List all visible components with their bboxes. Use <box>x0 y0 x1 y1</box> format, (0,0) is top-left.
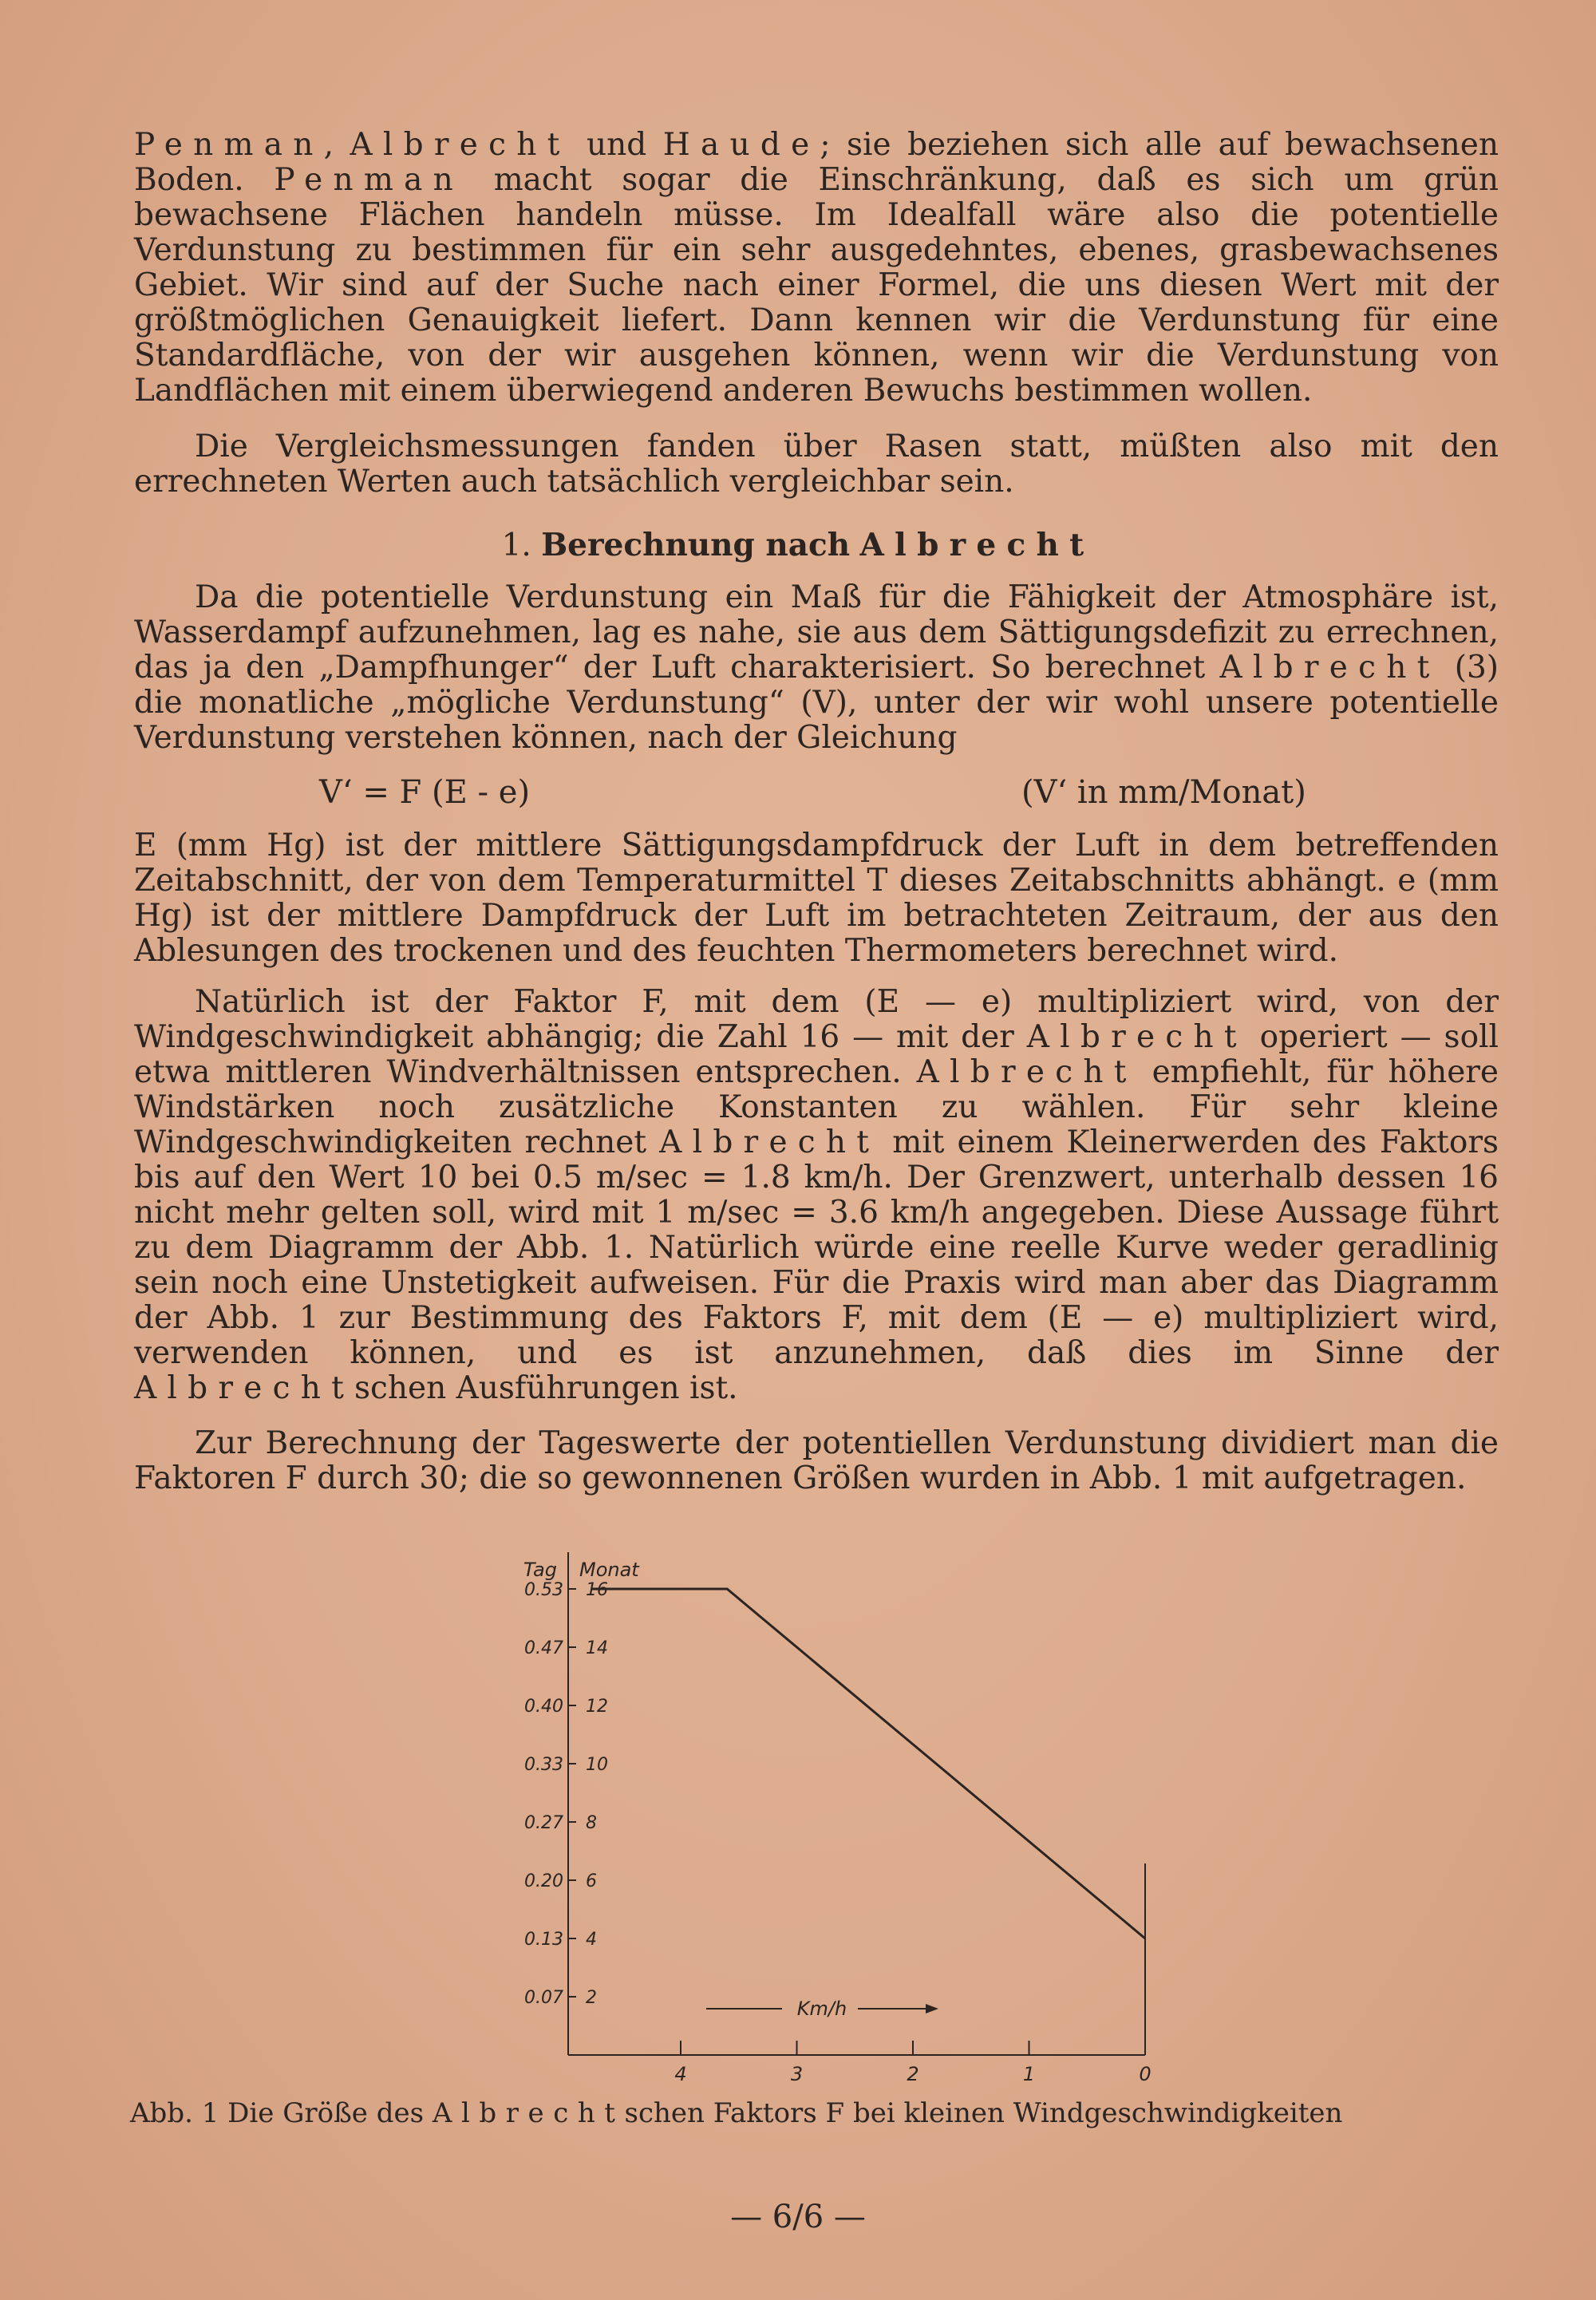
para5-text-e: schen Ausführungen ist. <box>354 1370 738 1406</box>
para6-text: Zur Berechnung der Tageswerte der potentiellen Verdunstung dividiert man die Faktoren F durch 30; die so gewonnenen Größen wurden in Abb. 1 mit aufgetragen. <box>134 1425 1499 1496</box>
y-tick-label-tag: 0.20 <box>524 1871 563 1891</box>
para2-text: Die Vergleichsmessungen fanden über Rasen statt, müßten also mit den errechneten Werten auch tatsächlich vergleichbar sein. <box>134 429 1499 500</box>
x-tick-label: 4 <box>674 2063 687 2085</box>
caption-text-a: Abb. 1 Die Größe des <box>130 2097 433 2129</box>
para5-text-a: Natürlich ist der Faktor F, mit dem (E — e) multipliziert wird, von der Windgeschwindigkeit abhängig; die Zahl 16 — mit der <box>134 984 1499 1055</box>
heading-number: 1. <box>501 528 531 563</box>
y-label-tag: Tag <box>523 1559 557 1581</box>
y-tick-label-tag: 0.13 <box>524 1930 563 1950</box>
y-tick-label-tag: 0.27 <box>524 1813 563 1833</box>
y-tick-label-monat: 8 <box>586 1813 597 1833</box>
heading-text: Berechnung nach <box>541 527 851 563</box>
para5-name-3: Albrecht <box>659 1124 880 1160</box>
figure-caption <box>130 2097 1342 2129</box>
x-tick-label: 1 <box>1022 2063 1036 2085</box>
x-tick-label: 0 <box>1139 2063 1152 2085</box>
y-tick-label-tag: 0.53 <box>524 1580 563 1600</box>
y-tick-label-monat: 10 <box>586 1755 608 1775</box>
chart-svg <box>495 1552 1197 2111</box>
para3-name: Albrecht <box>1219 650 1440 686</box>
sep-comma: , <box>323 127 350 163</box>
section-heading <box>0 527 1596 563</box>
y-tick-label-tag: 0.40 <box>524 1697 563 1717</box>
para4-text: E (mm Hg) ist der mittlere Sättigungsdampfdruck der Luft in dem betreffenden Zeitabschnitt, der von dem Temperaturmittel T dieses Zeitabschnitts abhängt. e (mm Hg) ist der mittlere Dampfdruck der Luft im betrachteten Zeitraum, der aus den Ablesungen des trockenen und des feuchten Thermometers berechnet wird. <box>134 828 1499 969</box>
y-tick-label-monat: 4 <box>586 1930 597 1950</box>
formula-right: (V‘ in mm/Monat) <box>1021 774 1306 811</box>
paragraph-5 <box>134 985 1499 1406</box>
paragraph-1 <box>134 128 1499 409</box>
para3-text-a: Da die potentielle Verdunstung ein Maß für die Fähigkeit der Atmosphäre ist, Wasserdampf aufzunehmen, lag es nahe, sie aus dem Sättigungsdefizit zu errechnen, das ja den „Dampfhunger“ der Luft charakterisiert. So berechnet <box>134 579 1499 686</box>
author-haude: Haude <box>662 127 820 163</box>
para3-text-b: (3) die monatliche „mögliche Verdunstung“ (V), unter der wir wohl unsere potentielle Verdunstung verstehen können, nach der Gleichung <box>134 650 1499 756</box>
para1-text-b: ; sie beziehen sich alle auf bewachsenen Boden. <box>134 127 1499 198</box>
para5-text-d: mit einem Kleinerwerden des Faktors bis auf den Wert 10 bei 0.5 m/sec = 1.8 km/h. Der Grenzwert, unterhalb dessen 16 nicht mehr gelten soll, wird mit 1 m/sec = 3.6 km/h angegeben. Diese Aussage führt zu dem Diagramm der Abb. 1. Natürlich würde eine reelle Kurve weder geradlinig sein noch eine Unstetigkeit aufweisen. Für die Praxis wird man aber das Diagramm der Abb. 1 zur Bestimmung des Faktors F, mit dem (E — e) multipliziert wird, verwenden können, und es ist anzunehmen, daß dies im Sinne der <box>134 1124 1499 1371</box>
para5-text-b: operiert — soll etwa mittleren Windverhältnissen entsprechen. <box>134 1019 1499 1090</box>
para5-name-1: Albrecht <box>1026 1019 1247 1055</box>
author-penman: Penman <box>134 127 324 163</box>
y-tick-label-tag: 0.07 <box>524 1988 563 2008</box>
para5-name-4: Albrecht <box>134 1370 355 1406</box>
x-label-arrow <box>926 2004 938 2013</box>
page-number: — 6/6 — <box>730 2199 866 2235</box>
figure-1-chart <box>495 1552 1197 2111</box>
author-albrecht: Albrecht <box>350 127 571 163</box>
para5-name-2: Albrecht <box>916 1054 1137 1090</box>
para5-text-c: empfiehlt, für höhere Windstärken noch zusätzliche Konstanten zu wählen. Für sehr kleine Windgeschwindigkeiten rechnet <box>134 1054 1499 1160</box>
y-tick-label-monat: 12 <box>586 1697 608 1717</box>
caption-name: Albrecht <box>432 2097 625 2129</box>
para1-text-c: macht sogar die Einschränkung, daß es sich um grün bewachsene Flächen handeln müsse. Im Idealfall wäre also die potentielle Verdunstung zu bestimmen für ein sehr ausgedehntes, ebenes, grasbewachsenes Gebiet. Wir sind auf der Suche nach einer Formel, die uns diesen Wert mit der größtmöglichen Genauigkeit liefert. Dann kennen wir die Verdunstung für eine Standardfläche, von der wir ausgehen können, wenn wir die Verdunstung von Landflächen mit einem überwiegend anderen Bewuchs bestimmen wollen. <box>134 162 1499 409</box>
y-tick-label-tag: 0.33 <box>524 1755 563 1775</box>
x-tick-label: 2 <box>907 2063 919 2085</box>
paragraph-3 <box>134 580 1499 756</box>
y-label-monat: Monat <box>579 1559 639 1581</box>
y-tick-label-monat: 6 <box>586 1871 597 1891</box>
y-tick-label-tag: 0.47 <box>524 1638 563 1658</box>
author-penman-2: Penman <box>274 162 464 198</box>
heading-name: Albrecht <box>859 527 1095 563</box>
y-tick-label-monat: 14 <box>586 1638 608 1658</box>
data-line-series-F <box>681 1589 1145 1938</box>
caption-text-b: schen Faktors F bei kleinen Windgeschwindigkeiten <box>624 2097 1343 2129</box>
x-tick-label: 3 <box>790 2063 804 2085</box>
paragraph-6 <box>134 1426 1499 1496</box>
paragraph-2 <box>134 429 1499 500</box>
formula-left: V‘ = F (E - e) <box>319 774 531 811</box>
y-tick-label-monat: 16 <box>586 1580 608 1600</box>
y-tick-label-monat: 2 <box>586 1988 597 2008</box>
x-axis-label: Km/h <box>796 1998 847 2020</box>
paragraph-4 <box>134 828 1499 969</box>
para1-text-a: und <box>570 127 663 163</box>
